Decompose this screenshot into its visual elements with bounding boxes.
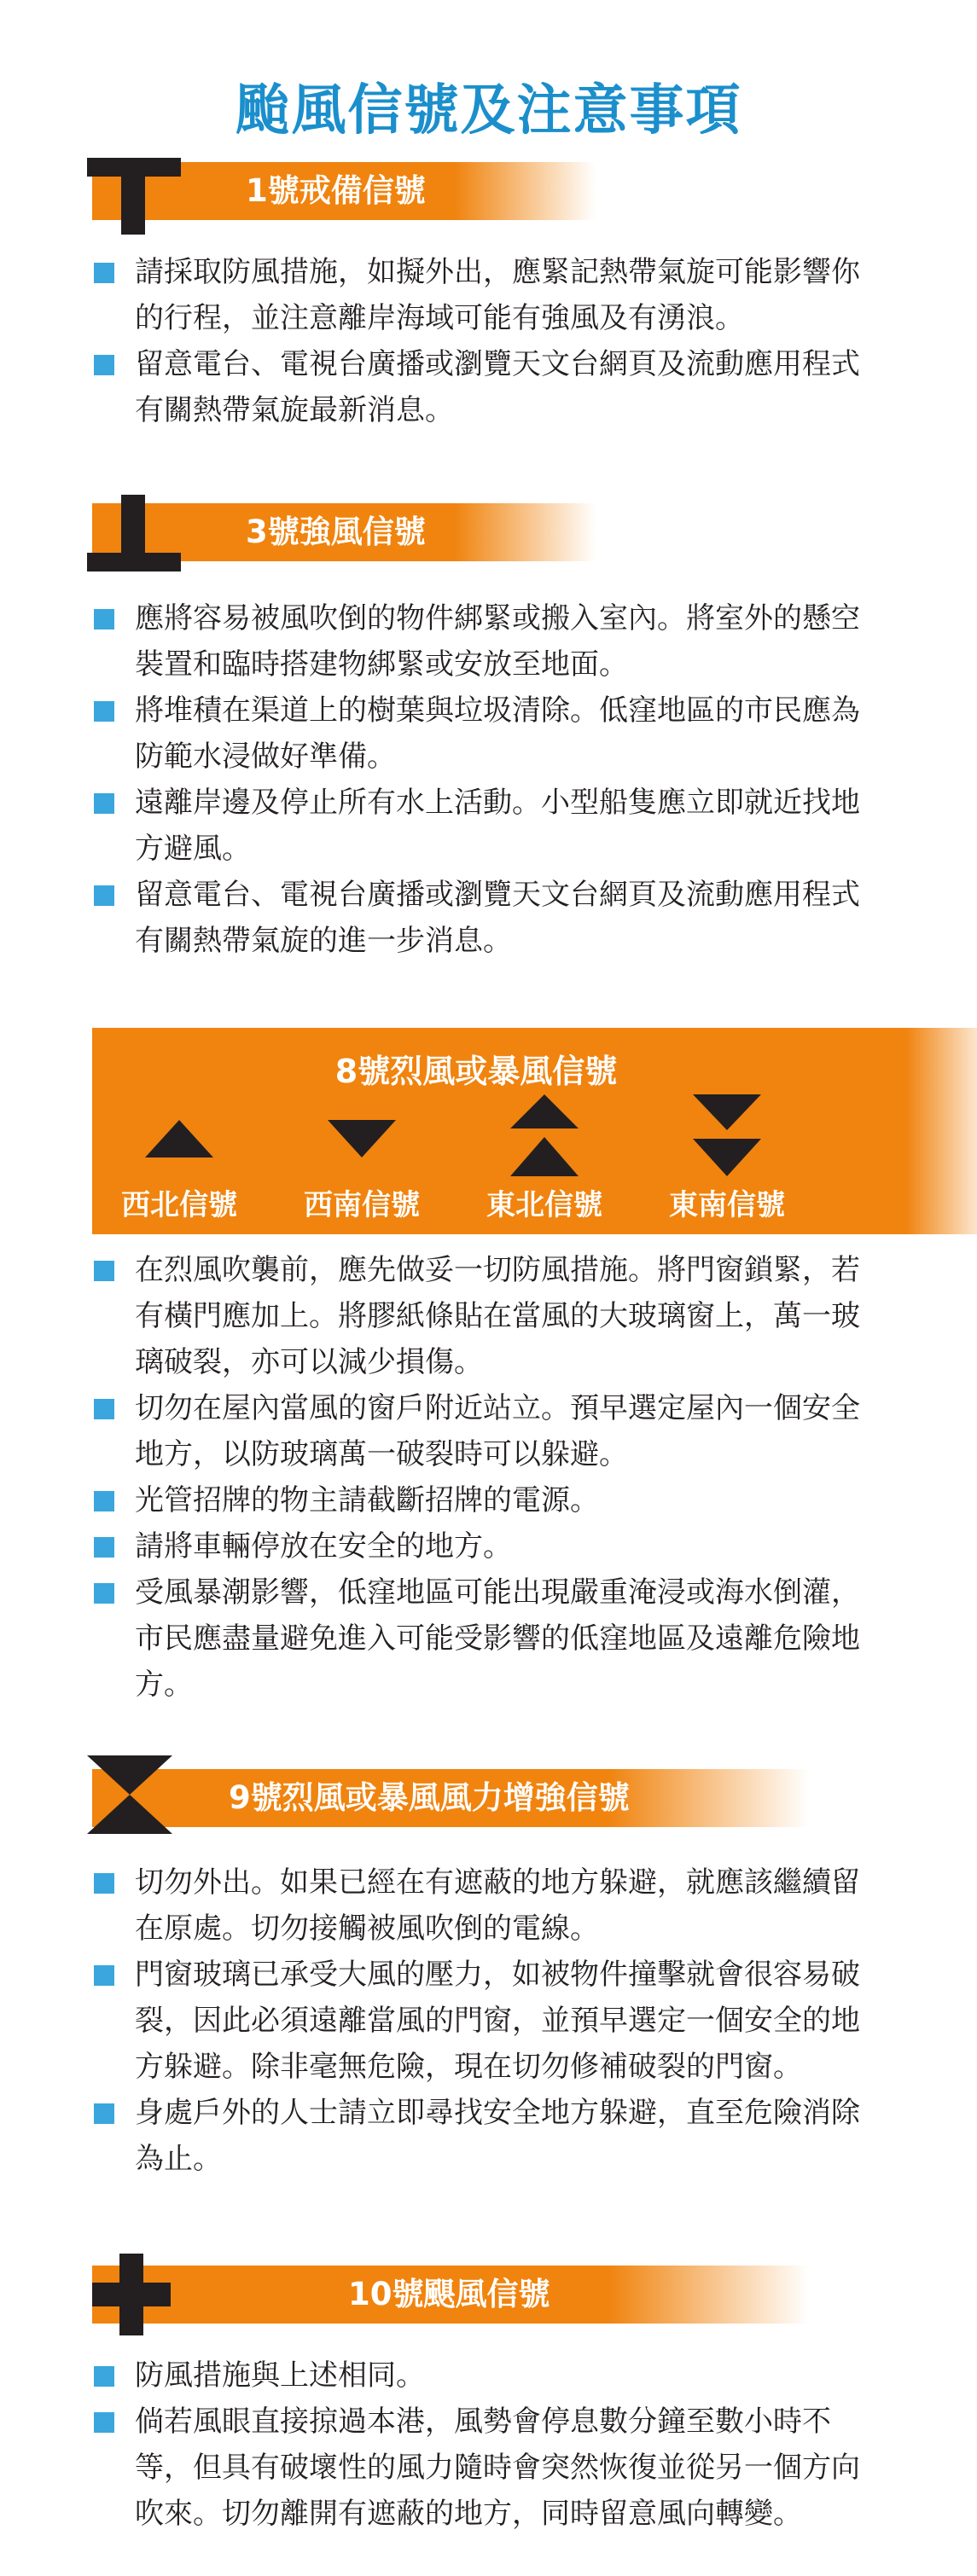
signal-8-list — [92, 1247, 877, 1708]
signal-10-cross-icon — [92, 2254, 171, 2335]
southeast-triangles-icon — [693, 1094, 761, 1176]
direction-label-ne: 東北信號 — [486, 1188, 602, 1222]
direction-label-sw: 西南信號 — [304, 1188, 420, 1222]
list-item: 光管招牌的物主請截斷招牌的電源。 — [92, 1477, 877, 1523]
list-item: 受風暴潮影響，低窪地區可能出現嚴重淹浸或海水倒灌，市民應盡量避免進入可能受影響的低窪地區及遠離危險地方。 — [92, 1569, 877, 1708]
list-item: 身處戶外的人士請立即尋找安全地方躲避，直至危險消除為止。 — [92, 2090, 877, 2182]
signal-10-header — [92, 2266, 809, 2324]
list-item: 應將容易被風吹倒的物件綁緊或搬入室內。將室外的懸空裝置和臨時搭建物綁緊或安放至地面。 — [92, 595, 877, 688]
signal-9-header — [92, 1769, 809, 1827]
southwest-triangle-icon — [328, 1120, 396, 1157]
direction-label-nw: 西北信號 — [121, 1188, 237, 1222]
signal-8-heading: 8號烈風或暴風信號 — [334, 1053, 618, 1090]
list-item: 請採取防風措施，如擬外出，應緊記熱帶氣旋可能影響你的行程，並注意離岸海域可能有強風及有湧浪。 — [92, 249, 877, 341]
list-item: 將堆積在渠道上的樹葉與垃圾清除。低窪地區的市民應為防範水浸做好準備。 — [92, 688, 877, 780]
list-item: 切勿在屋內當風的窗戶附近站立。預早選定屋內一個安全地方，以防玻璃萬一破裂時可以躲避。 — [92, 1385, 877, 1477]
signal-3-list — [92, 595, 877, 964]
signal-9-heading: 9號烈風或暴風風力增強信號 — [229, 1779, 630, 1816]
list-item: 留意電台、電視台廣播或瀏覽天文台網頁及流動應用程式有關熱帶氣旋的進一步消息。 — [92, 872, 877, 964]
signal-9-list — [92, 1859, 877, 2182]
signal-10-list — [92, 2353, 877, 2537]
signal-3-heading: 3號強風信號 — [246, 513, 426, 550]
signal-1-heading: 1號戒備信號 — [246, 172, 426, 209]
signal-3-inverted-t-icon — [87, 495, 181, 571]
list-item: 請將車輛停放在安全的地方。 — [92, 1523, 877, 1569]
northeast-triangles-icon — [510, 1094, 579, 1176]
signal-1-list — [92, 249, 877, 433]
list-item: 在烈風吹襲前，應先做妥一切防風措施。將門窗鎖緊，若有橫門應加上。將膠紙條貼在當風的大玻璃窗上，萬一玻璃破裂，亦可以減少損傷。 — [92, 1247, 877, 1385]
list-item: 倘若風眼直接掠過本港，風勢會停息數分鐘至數小時不等，但具有破壞性的風力隨時會突然恢復並從另一個方向吹來。切勿離開有遮蔽的地方，同時留意風向轉變。 — [92, 2399, 877, 2537]
page-title: 颱風信號及注意事項 — [235, 79, 742, 142]
signal-9-hourglass-icon — [87, 1755, 172, 1834]
list-item: 留意電台、電視台廣播或瀏覽天文台網頁及流動應用程式有關熱帶氣旋最新消息。 — [92, 341, 877, 433]
northwest-triangle-icon — [145, 1120, 213, 1157]
signal-1-t-icon — [87, 158, 181, 235]
signal-8-band — [92, 1028, 977, 1234]
direction-label-se: 東南信號 — [669, 1188, 785, 1222]
signal-10-heading: 10號颶風信號 — [348, 2276, 550, 2312]
list-item: 遠離岸邊及停止所有水上活動。小型船隻應立即就近找地方避風。 — [92, 780, 877, 872]
list-item: 門窗玻璃已承受大風的壓力，如被物件撞擊就會很容易破裂，因此必須遠離當風的門窗，並預早選定一個安全的地方躲避。除非毫無危險，現在切勿修補破裂的門窗。 — [92, 1952, 877, 2090]
list-item: 防風措施與上述相同。 — [92, 2353, 877, 2399]
list-item: 切勿外出。如果已經在有遮蔽的地方躲避，就應該繼續留在原處。切勿接觸被風吹倒的電線。 — [92, 1859, 877, 1952]
